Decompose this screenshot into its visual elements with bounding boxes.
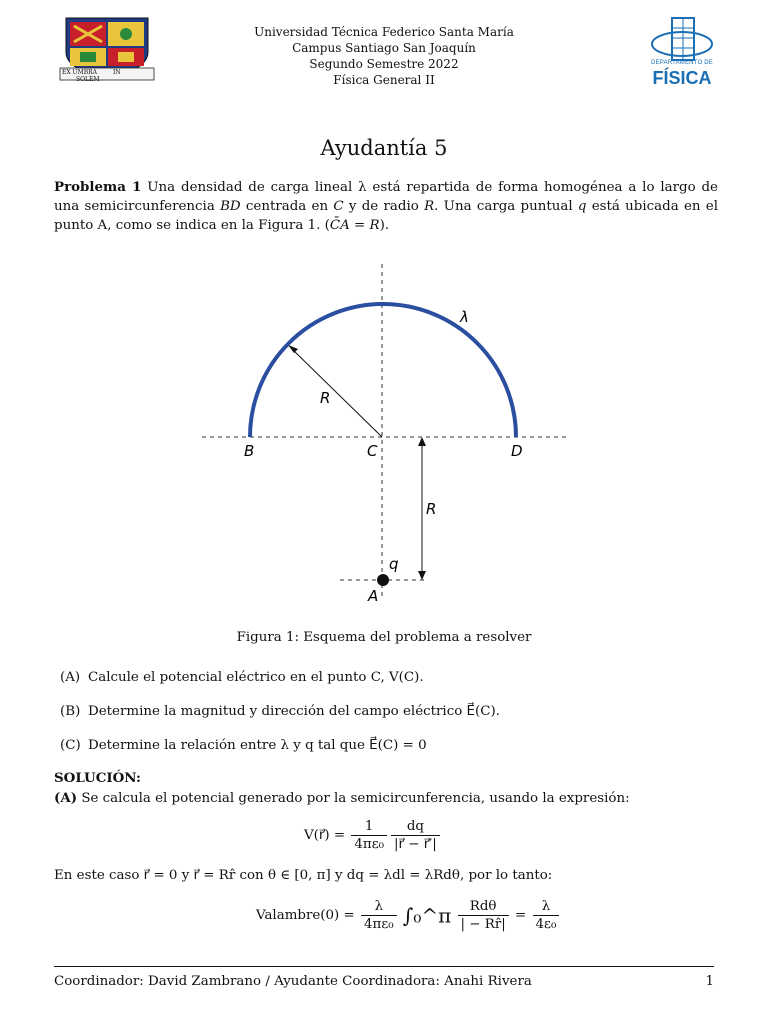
eq1-num1: 1 bbox=[351, 818, 387, 836]
question-label: (B) bbox=[60, 704, 81, 719]
eq2-num2: Rdθ bbox=[458, 898, 509, 916]
footer-divider bbox=[54, 966, 714, 967]
question-text: Determine la relación entre λ y q tal que E⃗(C) = 0 bbox=[88, 738, 427, 753]
problem-ca-equation: C̄A = R bbox=[329, 218, 380, 233]
page-header bbox=[0, 0, 768, 100]
document-title: Ayudantía 5 bbox=[320, 136, 448, 160]
problem-statement bbox=[54, 178, 718, 235]
radius-vector-line bbox=[292, 349, 382, 437]
questions-list bbox=[60, 668, 710, 770]
label-point-d: D bbox=[511, 442, 523, 460]
eq2-lhs: Valambre(0) = bbox=[256, 908, 355, 923]
solution-heading: SOLUCIÓN: bbox=[54, 770, 141, 786]
crest-motto-mid: IN bbox=[112, 69, 121, 76]
point-charge-dot bbox=[377, 574, 389, 586]
problem-text-6: ). bbox=[379, 218, 390, 233]
semicircle-arc bbox=[250, 304, 516, 437]
figure-1-diagram bbox=[0, 255, 768, 615]
problem-text-2: centrada en bbox=[240, 199, 334, 214]
problem-text-3: y de radio bbox=[343, 199, 425, 214]
label-point-c: C bbox=[367, 442, 378, 460]
eq2-num1: λ bbox=[361, 898, 397, 916]
solution-substitution-text: En este caso r⃗ = 0 y r⃗ = Rr̂ con θ ∈ [0, π] y dq = λdl = λRdθ, por lo tanto: bbox=[54, 868, 553, 883]
eq1-den2: |r⃗ − r⃗′| bbox=[394, 837, 437, 852]
figure-caption: Figura 1: Esquema del problema a resolver bbox=[236, 630, 532, 645]
problem-var-q: q bbox=[577, 199, 587, 214]
university-name: Universidad Técnica Federico Santa María bbox=[254, 25, 514, 39]
course-name: Física General II bbox=[333, 73, 435, 87]
equation-potential-general bbox=[304, 818, 442, 853]
dept-name: FÍSICA bbox=[652, 68, 712, 88]
eq2-integral: ∫₀^π bbox=[402, 903, 452, 928]
distance-arrowhead-bottom bbox=[418, 571, 426, 580]
radius-arrowhead bbox=[288, 345, 298, 353]
distance-arrowhead-top bbox=[418, 437, 426, 446]
footer-credits: Coordinador: David Zambrano / Ayudante Coordinadora: Anahi Rivera bbox=[54, 974, 532, 989]
eq2-equals: = bbox=[515, 908, 527, 923]
eq1-den1: 4πε₀ bbox=[354, 837, 385, 852]
eq1-lhs: V(r⃗) = bbox=[304, 828, 346, 843]
eq2-den2: | − Rr̂| bbox=[460, 917, 506, 932]
header-institution-block bbox=[184, 24, 584, 88]
solution-a-label: (A) bbox=[54, 790, 78, 806]
solution-part-a-intro bbox=[54, 790, 630, 806]
problem-var-r: R bbox=[424, 199, 435, 214]
problem-label: Problema 1 bbox=[54, 179, 142, 195]
eq2-num3: λ bbox=[533, 898, 560, 916]
label-radius-upper: R bbox=[320, 389, 331, 407]
eq1-num2: dq bbox=[391, 818, 440, 836]
question-text: Determine la magnitud y dirección del campo eléctrico E⃗(C). bbox=[88, 704, 500, 719]
question-item bbox=[60, 702, 710, 736]
problem-var-bd: BD bbox=[220, 199, 241, 214]
problem-text-1: Una densidad de carga lineal λ está repartida de forma homogénea a lo largo de una semicircunferencia bbox=[54, 180, 718, 214]
problem-var-c: C bbox=[333, 199, 344, 214]
question-item bbox=[60, 736, 710, 770]
question-text: Calcule el potencial eléctrico en el punto C, V(C). bbox=[88, 670, 424, 685]
question-item bbox=[60, 668, 710, 702]
label-lambda: λ bbox=[460, 308, 469, 326]
question-label: (A) bbox=[60, 670, 81, 685]
page-footer bbox=[54, 974, 714, 989]
solution-a-text: Se calcula el potencial generado por la semicircunferencia, usando la expresión: bbox=[77, 791, 630, 806]
label-point-b: B bbox=[244, 442, 255, 460]
equation-potential-wire bbox=[256, 898, 561, 933]
problem-text-5: está ubicada en el punto A, como se indica en la Figura 1. ( bbox=[54, 199, 718, 233]
semester-label: Segundo Semestre 2022 bbox=[309, 57, 459, 71]
crest-motto-left: EX UMBRA bbox=[62, 69, 98, 76]
question-label: (C) bbox=[60, 738, 81, 753]
eq2-den3: 4ε₀ bbox=[535, 917, 557, 932]
crest-motto-right: SOLEM bbox=[76, 76, 100, 83]
dept-label: DEPARTAMENTO DE bbox=[651, 60, 713, 66]
label-radius-lower: R bbox=[426, 500, 437, 518]
page-number: 1 bbox=[705, 974, 714, 989]
eq2-den1: 4πε₀ bbox=[364, 917, 394, 932]
label-charge-q: q bbox=[389, 555, 399, 573]
campus-name: Campus Santiago San Joaquín bbox=[292, 41, 476, 55]
problem-text-4: . Una carga puntual bbox=[434, 199, 578, 214]
label-point-a: A bbox=[368, 587, 379, 605]
